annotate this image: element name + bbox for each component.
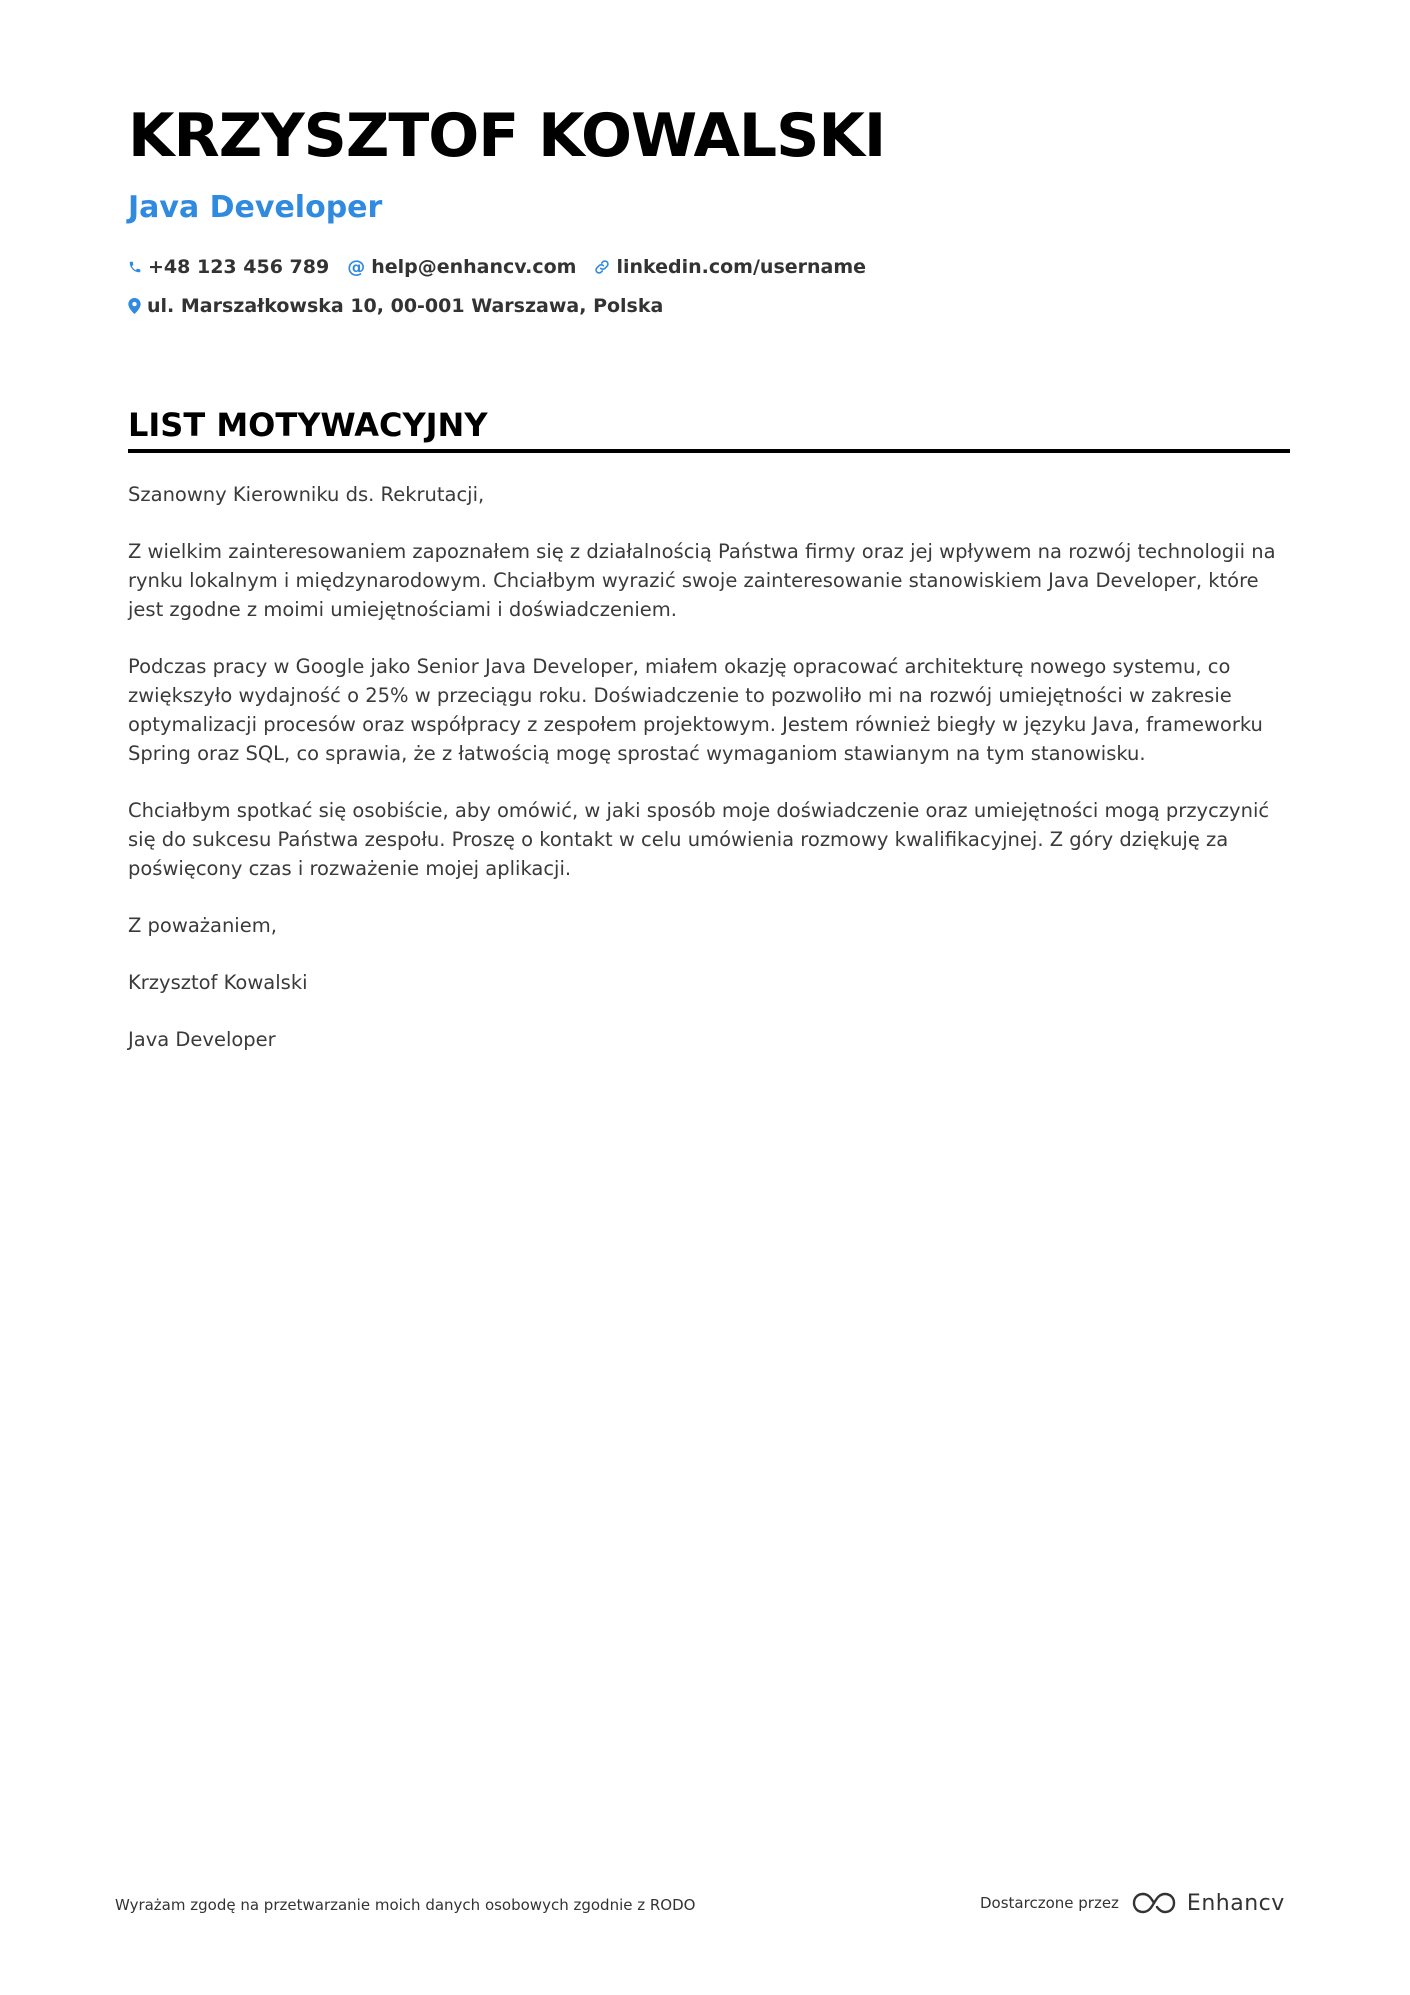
contact-row-primary bbox=[128, 256, 884, 278]
link-icon bbox=[594, 259, 610, 275]
phone-text[interactable]: +48 123 456 789 bbox=[148, 256, 330, 278]
enhancv-brand[interactable]: Enhancv bbox=[1186, 1890, 1285, 1916]
contact-phone bbox=[128, 256, 329, 278]
gdpr-consent: Wyrażam zgodę na przetwarzanie moich danych osobowych zgodnie z RODO bbox=[115, 1896, 696, 1914]
phone-icon bbox=[128, 260, 142, 274]
powered-by bbox=[980, 1890, 1285, 1916]
letter-paragraph: Podczas pracy w Google jako Senior Java Developer, miałem okazję opracować architekturę nowego systemu, co zwiększyło wydajność o 25% w przeciągu roku. Doświadczenie to pozwoliło mi na rozwój umiejętności w zakresie optymalizacji procesów oraz współpracy z zespołem projektowym. Jestem również biegły w języku Java, frameworku Spring oraz SQL, co sprawia, że z łatwością mogę sprostać wymaganiom stawianym na tym stanowisku. bbox=[128, 655, 1263, 765]
letter-body bbox=[128, 480, 1290, 1082]
letter-closing: Z poważaniem, bbox=[128, 914, 277, 937]
letter-paragraph: Chciałbym spotkać się osobiście, aby omówić, w jaki sposób moje doświadczenie oraz umiejętności mogą przyczynić się do sukcesu Państwa zespołu. Proszę o kontakt w celu umówienia rozmowy kwalifikacyjnej. Z góry dziękuję za poświęcony czas i rozważenie mojej aplikacji. bbox=[128, 799, 1270, 880]
candidate-role: Java Developer bbox=[128, 190, 383, 225]
enhancv-logo-icon bbox=[1131, 1890, 1177, 1916]
at-icon: @ bbox=[347, 256, 366, 278]
letter-greeting: Szanowny Kierowniku ds. Rekrutacji, bbox=[128, 483, 485, 506]
location-pin-icon bbox=[128, 298, 141, 314]
address-text: ul. Marszałkowska 10, 00-001 Warszawa, Polska bbox=[147, 295, 664, 317]
signature-name: Krzysztof Kowalski bbox=[128, 971, 308, 994]
contact-linkedin bbox=[594, 256, 866, 278]
candidate-name: KRZYSZTOF KOWALSKI bbox=[128, 101, 886, 171]
powered-by-label: Dostarczone przez bbox=[980, 1894, 1119, 1912]
section-divider bbox=[128, 449, 1290, 453]
linkedin-text[interactable]: linkedin.com/username bbox=[616, 256, 867, 278]
email-text[interactable]: help@enhancv.com bbox=[371, 256, 577, 278]
signature-role: Java Developer bbox=[128, 1028, 276, 1051]
contact-email bbox=[347, 256, 576, 278]
contact-address bbox=[128, 295, 663, 317]
section-title: LIST MOTYWACYJNY bbox=[128, 406, 488, 444]
letter-paragraph: Z wielkim zainteresowaniem zapoznałem się z działalnością Państwa firmy oraz jej wpływem na rozwój technologii na rynku lokalnym i międzynarodowym. Chciałbym wyrazić swoje zainteresowanie stanowiskiem Java Developer, które jest zgodne z moimi umiejętnościami i doświadczeniem. bbox=[128, 540, 1276, 621]
contact-row-address bbox=[128, 295, 681, 317]
